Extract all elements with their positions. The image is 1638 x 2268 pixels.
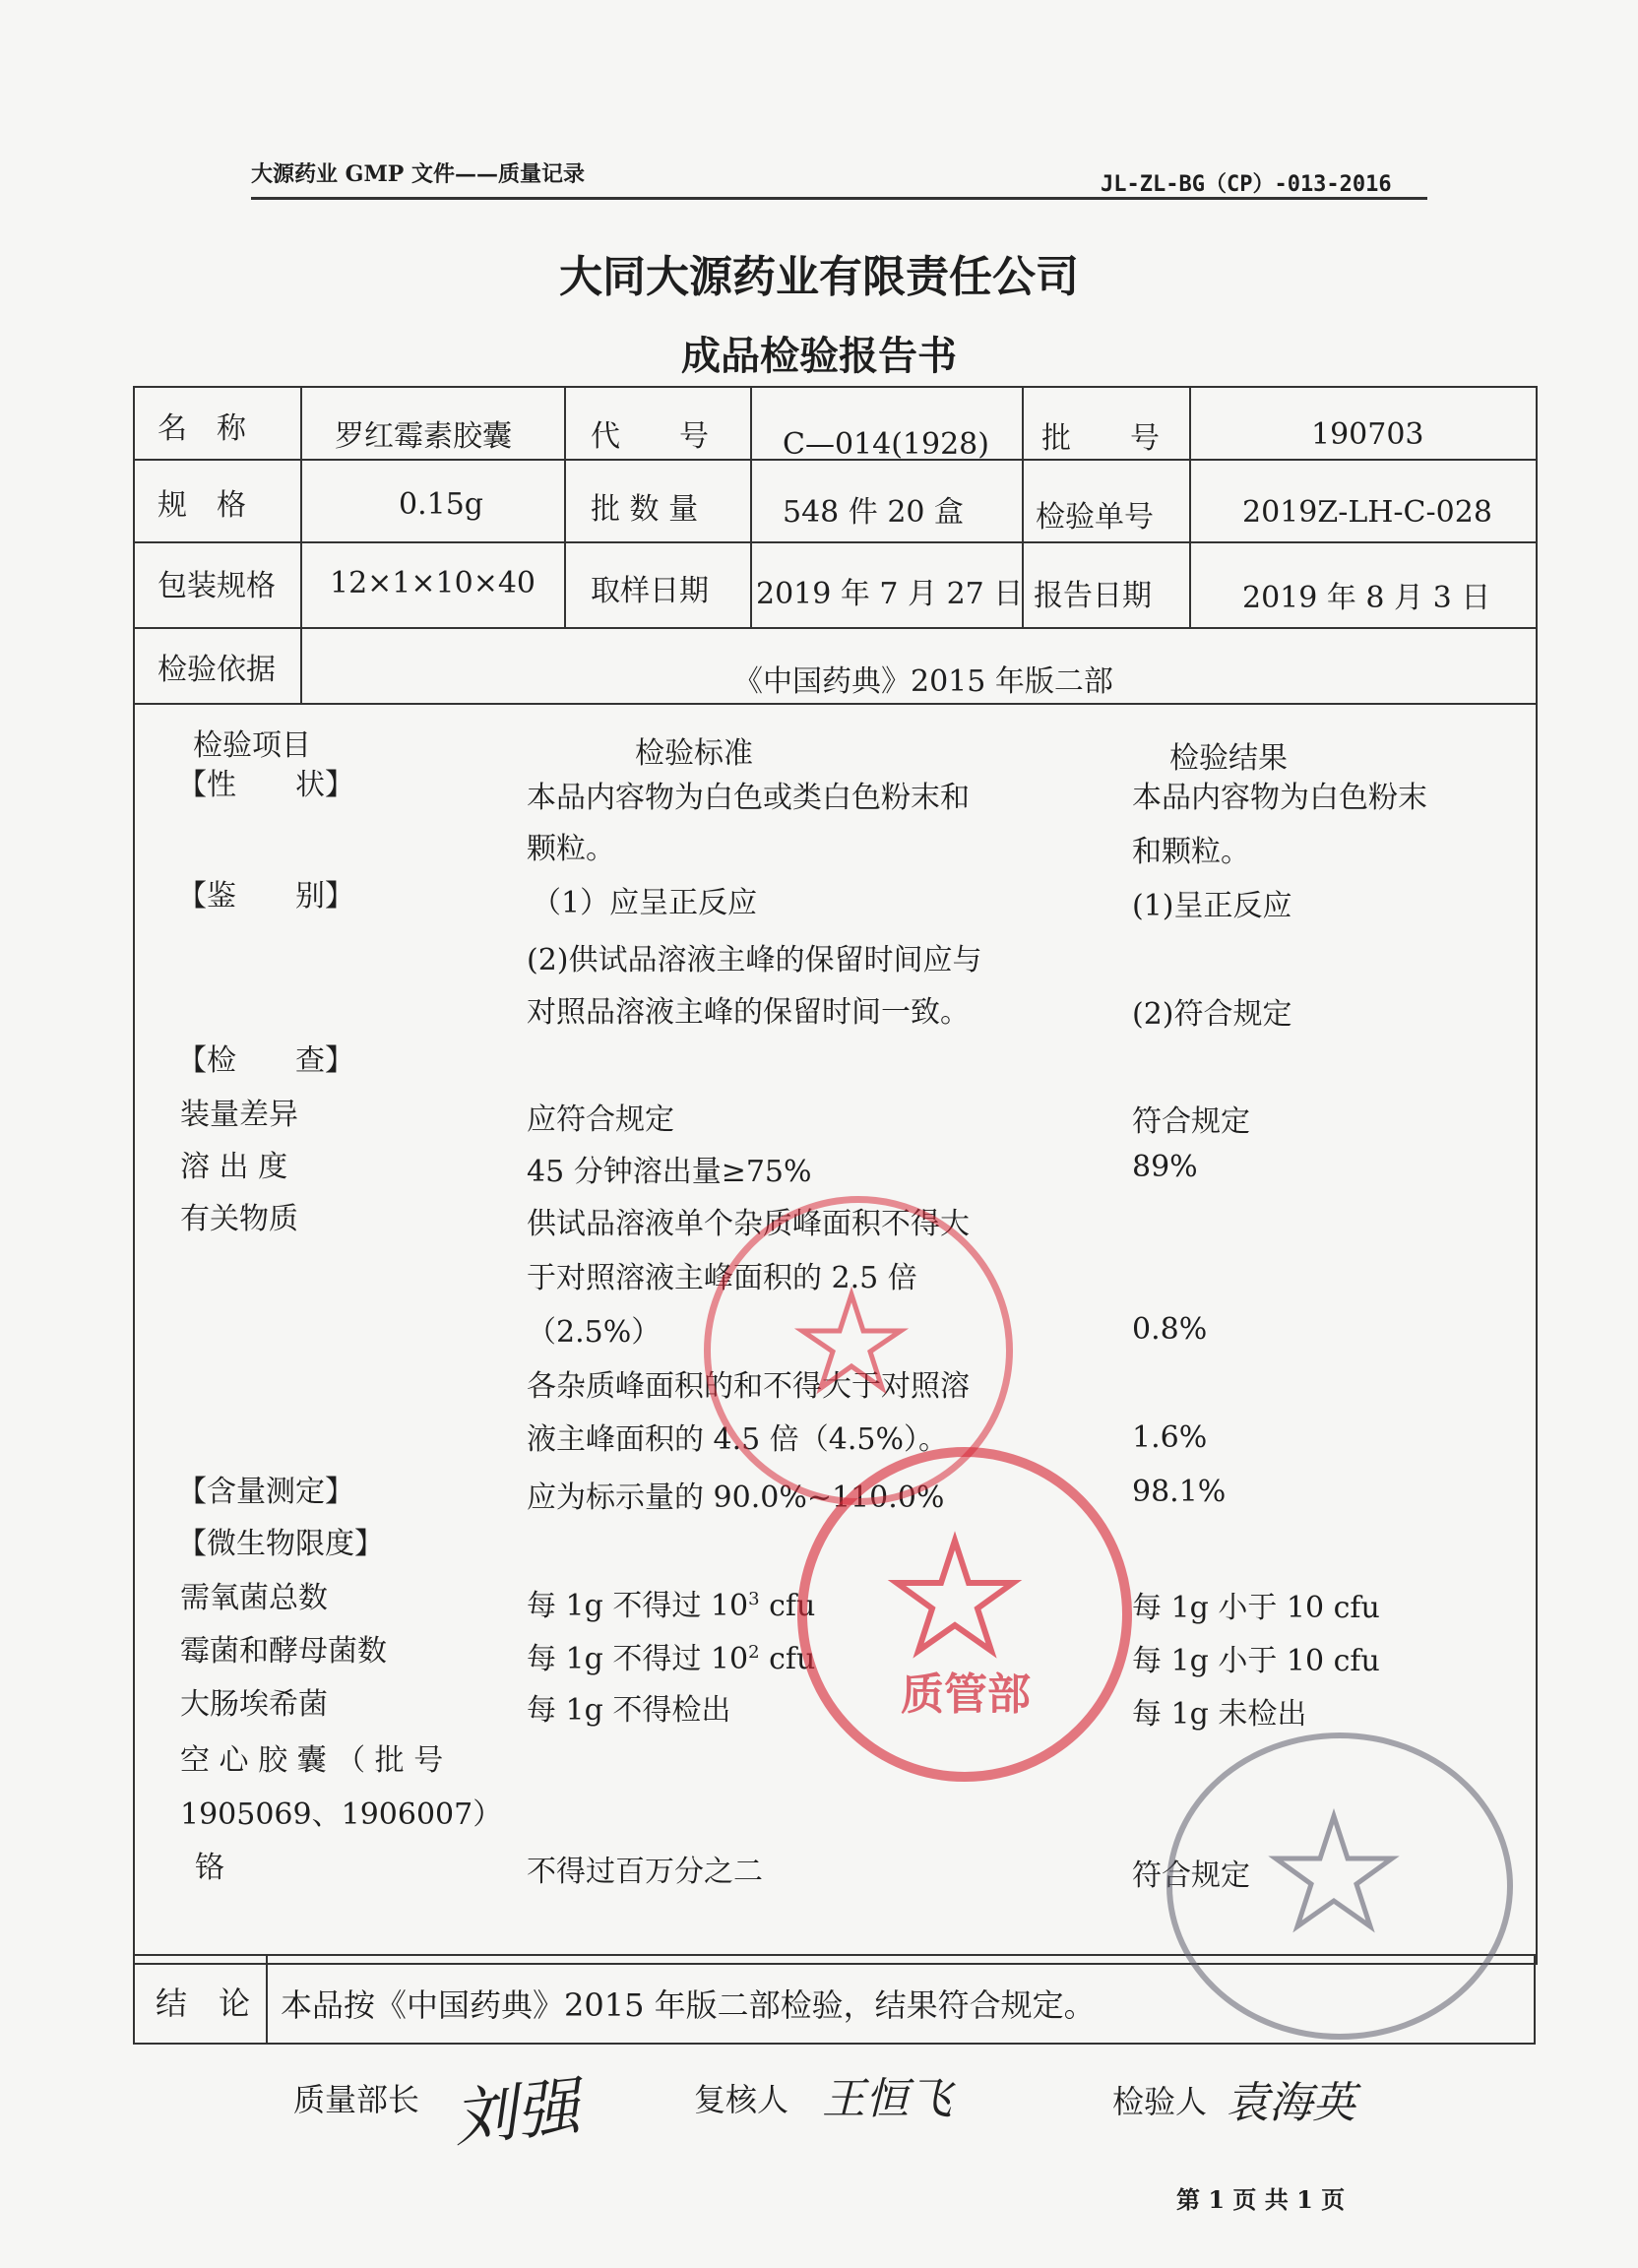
traits-res-1: 本品内容物为白色粉末 xyxy=(1132,781,1427,815)
fill-std: 应符合规定 xyxy=(527,1102,674,1137)
spec-label: 规 格 xyxy=(158,488,246,523)
qty-label: 批 数 量 xyxy=(591,492,699,527)
related-res-2: 1.6% xyxy=(1132,1420,1208,1455)
chromium-res: 符合规定 xyxy=(1132,1858,1250,1893)
inspector-label: 检验人 xyxy=(1112,2083,1208,2120)
row-divider xyxy=(133,541,1536,543)
star-icon xyxy=(1166,1732,1501,2028)
traits-std-1: 本品内容物为白色或类白色粉末和 xyxy=(527,781,970,815)
name-label: 名 称 xyxy=(158,411,246,446)
check-item: 【检 查】 xyxy=(177,1043,354,1078)
ecoli-std: 每 1g 不得检出 xyxy=(527,1693,731,1728)
aerobic-item: 需氧菌总数 xyxy=(180,1581,328,1615)
aerobic-std xyxy=(527,1581,815,1624)
row-divider xyxy=(133,703,1536,705)
conclusion-text: 本品按《中国药典》2015 年版二部检验，结果符合规定。 xyxy=(281,1986,1096,2024)
spec-value: 0.15g xyxy=(399,487,484,522)
col-divider xyxy=(750,386,752,627)
name-value: 罗红霉素胶囊 xyxy=(335,419,512,454)
mold-std-text: 每 1g 不得过 10 xyxy=(527,1642,749,1676)
basis-value: 《中国药典》2015 年版二部 xyxy=(733,664,1113,699)
ident-std-3: 对照品溶液主峰的保留时间一致。 xyxy=(527,995,970,1030)
report-date-label: 报告日期 xyxy=(1034,579,1152,613)
pack-value: 12×1×10×40 xyxy=(330,566,536,600)
ident-std-2: (2)供试品溶液主峰的保留时间应与 xyxy=(527,943,982,977)
test-no-value: 2019Z-LH-C-028 xyxy=(1242,495,1492,530)
assay-item: 【含量测定】 xyxy=(177,1475,354,1509)
report-date-value: 2019 年 8 月 3 日 xyxy=(1242,581,1491,615)
header-rule xyxy=(251,197,1427,200)
reviewer-label: 复核人 xyxy=(694,2081,789,2118)
ident-item: 【鉴 别】 xyxy=(177,879,354,914)
col-divider xyxy=(300,386,302,627)
sample-date-label: 取样日期 xyxy=(591,574,709,608)
assay-std: 应为标示量的 90.0%~110.0% xyxy=(527,1480,945,1515)
related-std-5: 液主峰面积的 4.5 倍（4.5%）。 xyxy=(527,1422,948,1457)
col-divider xyxy=(266,1954,268,2043)
manager-signature: 刘强 xyxy=(450,2070,584,2157)
fill-item: 装量差异 xyxy=(180,1098,298,1132)
basis-label: 检验依据 xyxy=(158,653,276,687)
assay-res: 98.1% xyxy=(1132,1475,1227,1509)
aerobic-std-text: 每 1g 不得过 10 xyxy=(527,1589,749,1623)
code-label: 代 号 xyxy=(591,419,709,454)
mold-std-exp: 2 xyxy=(748,1642,760,1663)
chromium-std: 不得过百万分之二 xyxy=(527,1855,763,1889)
company-name: 大同大源药业有限责任公司 xyxy=(559,252,1079,302)
page-number: 第 1 页 共 1 页 xyxy=(1176,2185,1346,2214)
manager-label: 质量部长 xyxy=(293,2081,420,2118)
capsule-item-1: 空 心 胶 囊 （ 批 号 xyxy=(180,1743,444,1778)
col-divider xyxy=(1189,386,1191,627)
traits-item: 【性 状】 xyxy=(177,768,354,802)
test-no-label: 检验单号 xyxy=(1036,500,1154,535)
code-value: C—014(1928) xyxy=(783,427,989,462)
batch-value: 190703 xyxy=(1311,417,1424,452)
mold-res: 每 1g 小于 10 cfu xyxy=(1132,1644,1380,1678)
red-seal-lower xyxy=(797,1447,1132,1782)
mold-std-unit: cfu xyxy=(759,1642,816,1676)
related-item: 有关物质 xyxy=(180,1202,298,1236)
fill-res: 符合规定 xyxy=(1132,1104,1250,1139)
conclusion-label: 结 论 xyxy=(156,1984,251,2022)
related-std-4: 各杂质峰面积的和不得大于对照溶 xyxy=(527,1369,970,1404)
related-res-1: 0.8% xyxy=(1132,1312,1208,1347)
grey-seal xyxy=(1166,1732,1513,2040)
header-doc-code: JL-ZL-BG（CP）-013-2016 xyxy=(1101,172,1392,197)
batch-label: 批 号 xyxy=(1041,421,1160,456)
reviewer-signature: 王恒飞 xyxy=(822,2074,952,2124)
dissolution-item: 溶 出 度 xyxy=(180,1150,288,1184)
aerobic-res: 每 1g 小于 10 cfu xyxy=(1132,1591,1380,1625)
col-item-header: 检验项目 xyxy=(193,728,311,763)
frame-left xyxy=(133,1954,135,2043)
related-std-1: 供试品溶液单个杂质峰面积不得大 xyxy=(527,1207,970,1241)
ecoli-res: 每 1g 未检出 xyxy=(1132,1697,1307,1732)
aerobic-std-unit: cfu xyxy=(759,1589,816,1623)
ecoli-item: 大肠埃希菌 xyxy=(180,1687,328,1722)
chromium-item: 铬 xyxy=(195,1851,224,1885)
sample-date-value: 2019 年 7 月 27 日 xyxy=(756,577,1024,611)
inspector-signature: 袁海英 xyxy=(1226,2078,1355,2128)
ident-res-1: (1)呈正反应 xyxy=(1132,889,1292,923)
related-std-2: 于对照溶液主峰面积的 2.5 倍 xyxy=(527,1261,917,1295)
aerobic-std-exp: 3 xyxy=(748,1589,760,1609)
col-divider xyxy=(300,627,302,703)
report-title: 成品检验报告书 xyxy=(681,334,957,379)
col-standard-header: 检验标准 xyxy=(635,736,753,771)
ident-std-1: （1）应呈正反应 xyxy=(532,886,758,920)
capsule-item-2: 1905069、1906007） xyxy=(180,1797,503,1832)
col-result-header: 检验结果 xyxy=(1169,741,1288,776)
mold-item: 霉菌和酵母菌数 xyxy=(180,1634,387,1669)
dissolution-std: 45 分钟溶出量≥75% xyxy=(527,1155,812,1189)
qty-value: 548 件 20 盒 xyxy=(783,495,965,530)
header-doc-type: 大源药业 GMP 文件——质量记录 xyxy=(251,161,586,187)
col-divider xyxy=(564,386,566,627)
pack-label: 包装规格 xyxy=(158,569,276,603)
traits-res-2: 和颗粒。 xyxy=(1132,835,1250,869)
dissolution-res: 89% xyxy=(1132,1150,1198,1184)
row-divider xyxy=(133,2043,1536,2045)
frame-right xyxy=(1534,1954,1536,2043)
traits-std-2: 颗粒。 xyxy=(527,832,615,866)
ident-res-2: (2)符合规定 xyxy=(1132,997,1292,1032)
related-std-3: （2.5%） xyxy=(527,1315,662,1350)
row-divider xyxy=(133,627,1536,629)
micro-item: 【微生物限度】 xyxy=(177,1527,384,1561)
mold-std xyxy=(527,1634,815,1677)
seal-dept-text: 质管部 xyxy=(901,1670,1031,1720)
